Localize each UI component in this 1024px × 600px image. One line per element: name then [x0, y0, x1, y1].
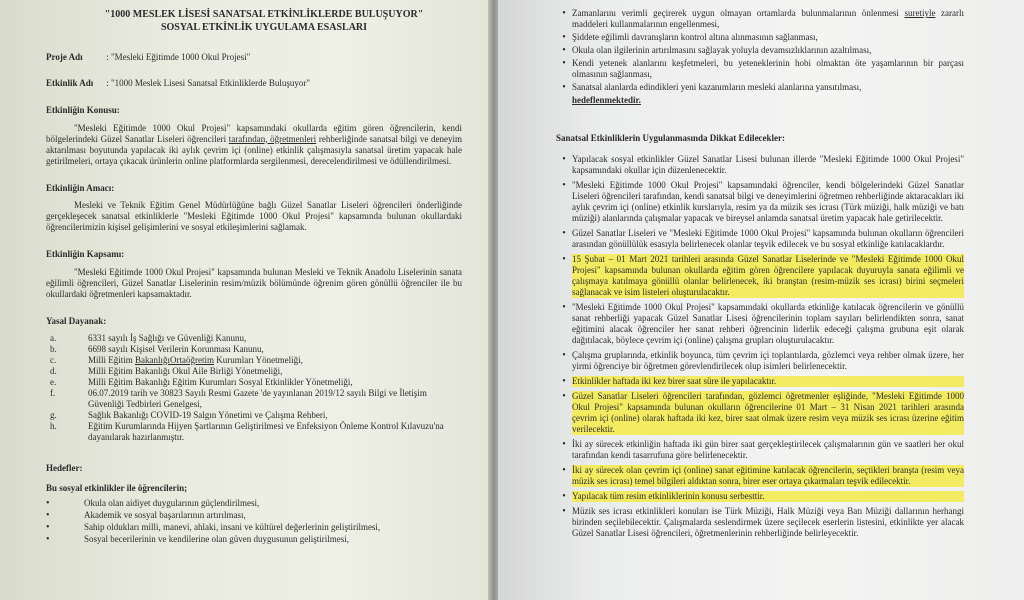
point-text: Çalışma gruplarında, etkinlik boyunca, tüm çevrim içi toplantılarda, gözlemci veya rehber olmak üzere, her yirmi öğrenciye bir öğretmen görevlendirilecek olup isimleri belirlenecektir. [572, 350, 964, 371]
legal-item-text: Sağlık Bakanlığı COVID-19 Salgın Yönetimi ve Çalışma Rehberi, [88, 410, 328, 420]
subject-paragraph [46, 123, 462, 167]
bullet-icon: • [562, 439, 566, 450]
legal-item-text-a: Milli Eğitim [88, 355, 136, 365]
point-item [556, 302, 964, 346]
goals-subheading: Bu sosyal etkinlikler ile öğrencilerin; [46, 482, 188, 493]
point-item [556, 154, 964, 176]
project-value: : "Mesleki Eğitimde 1000 Okul Projesi" [106, 52, 251, 62]
point-text: Yapılacak sosyal etkinlikler Güzel Sanatlar Lisesi bulunan illerde "Mesleki Eğitimde 1000 Okul Projesi" kapsamındaki okullar için düzenlenecektir. [572, 154, 964, 175]
legal-item-text: 6698 sayılı Kişisel Verilerin Korunması Kanunu, [88, 344, 264, 354]
bullet-icon: • [562, 302, 566, 313]
points-list [556, 154, 964, 539]
goal-text: Sosyal becerilerinin ve kendilerine olan güven duygusunun geliştirilmesi, [84, 534, 349, 544]
point-item [556, 506, 964, 539]
point-text: Etkinlikler haftada iki kez birer saat süre ile yapılacaktır. [572, 376, 964, 387]
goal-text-a: Zamanlarını verimli geçirerek uygun olmayan ortamlarda bulunmalarının önlenmesi [572, 8, 905, 18]
point-item [556, 465, 964, 487]
bullet-icon: • [562, 180, 566, 191]
legal-item-text: 06.07.2019 tarih ve 30823 Sayılı Resmi Gazete 'de yayınlanan 2019/12 sayılı Bilgi ve İletişim Güvenliği Tedbirleri Genelgesi, [88, 388, 427, 409]
bullet-icon: • [562, 154, 566, 165]
legal-item-text-underlined: BakanlığıOrtaöğretim [135, 355, 214, 365]
legal-item [50, 355, 462, 366]
legal-item-text: 6331 sayılı İş Sağlığı ve Güvenliği Kanunu, [88, 333, 247, 343]
point-text: 15 Şubat – 01 Mart 2021 tarihleri arasında Güzel Sanatlar Liselerinde ve "Mesleki Eğitimde 1000 Okul Projesi" kapsamında bulunan okullarda eğitim gören öğrencilere yapılacak duyuruyla sanata eğilimli ve çalışmaya katılmaya gönüllü olanlar belirlenecek, iki branştan (resim-müzik ses icrası) birini seçmeleri sağlanacak ve isim listeleri oluşturulacaktır. [572, 254, 964, 297]
point-text: Müzik ses icrası etkinlikleri konuları ise Türk Müziği, Halk Müziği veya Batı Müziği dallarının herhangi birinden seçilebilecektir. Çalışmalarda seslendirmek üzere seçilecek eserlerin listesini, etkinlikte yer alacak Güzel Sanatlar Lisesi öğrencileri, öğretmenlerinin rehberliğinde belirleyecektir. [572, 506, 964, 538]
title-line-2: SOSYAL ETKİNLİK UYGULAMA ESASLARI [160, 22, 368, 33]
point-item [556, 228, 964, 250]
bullet-icon: • [562, 8, 566, 19]
subject-text-b: rehberliğinde sanatsal bilgi ve deneyim aktarılması boyutunda yapılacak iki aylık çevrim içi (online) etkinlik çalışmasıyla sanatsal üretim yapacak hale getirilmeleri, ortaya çıkacak ürünlerin online platformlarda sergilenmesi, derecelendirilmesi ve ödüllendirilmesi. [46, 133, 462, 166]
legal-item-marker: f. [50, 388, 56, 398]
goal-item [46, 510, 462, 521]
activity-label: Etkinlik Adı [46, 77, 94, 88]
legal-item-marker: h. [50, 421, 57, 431]
point-item [556, 180, 964, 224]
document-title [46, 0, 462, 34]
legal-item-text: Eğitim Kurumlarında Hijyen Şartlarının Geliştirilmesi ve Enfeksiyon Önleme Kontrol Kılavuzu'na dayanılarak hazırlanmıştır. [88, 421, 444, 442]
legal-item-marker: b. [50, 344, 57, 354]
point-item [556, 491, 964, 502]
point-item [556, 439, 964, 461]
point-item [556, 350, 964, 372]
purpose-heading: Etkinliğin Amacı: [46, 182, 115, 193]
subject-text-a: "Mesleki Eğitimde 1000 Okul Projesi" kapsamındaki okullarda eğitim gören öğrencilerin, kendi bölgelerindeki Güzel Sanatlar Liseleri öğrencileri [46, 122, 462, 144]
goals-list [46, 498, 462, 545]
bullet-icon: • [46, 498, 50, 509]
bullet-icon: • [562, 491, 566, 502]
bullet-icon: • [46, 510, 50, 521]
legal-item [50, 333, 462, 344]
bullet-icon: • [46, 534, 50, 545]
scope-paragraph: "Mesleki Eğitimde 1000 Okul Projesi" kapsamında bulunan Mesleki ve Teknik Anadolu Liselerinin sanata eğilimli öğrencileri, Güzel Sanatlar Liselerinin resim/müzik bölümünde öğrenim gören gönüllü öğrenciler ile bu okullardaki öğretmenleri kapsamaktadır. [46, 266, 462, 299]
legal-item [50, 410, 462, 421]
goal-item [556, 82, 964, 93]
legal-item-marker: c. [50, 355, 57, 365]
goals-continued-list [556, 0, 964, 93]
goal-text: Sanatsal alanlarda edindikleri yeni kazanımların mesleki alanlarına yansıtılması, [572, 82, 862, 92]
goal-text: Akademik ve sosyal başarılarının artırılması, [84, 510, 246, 520]
goal-text: Okula olan ilgilerinin artırılmasını sağlayak yoluyla devamsızlıklarının azaltılması, [572, 45, 872, 55]
legal-item-marker: e. [50, 377, 57, 387]
activity-value: : "1000 Meslek Lisesi Sanatsal Etkinliklerde Buluşuyor" [106, 77, 311, 88]
scope-heading: Etkinliğin Kapsamı: [46, 249, 125, 259]
goal-text-b: zararlı maddeleri kullanmalarının engellenmesi, [572, 8, 964, 29]
legal-item-text: Milli Eğitim Bakanlığı Okul Aile Birliği Yönetmeliği, [88, 366, 283, 376]
legal-item-text: Milli Eğitim Bakanlığı Eğitim Kurumları Sosyal Etkinlikler Yönetmeliği, [88, 377, 353, 387]
legal-heading: Yasal Dayanak: [46, 315, 107, 326]
project-row [46, 52, 462, 64]
bullet-icon: • [562, 58, 566, 69]
legal-item [50, 366, 462, 377]
goal-item [46, 534, 462, 545]
bullet-icon: • [562, 45, 566, 56]
goal-item [46, 522, 462, 533]
subject-text-underlined: tarafından, öğretmenleri [228, 133, 317, 144]
purpose-paragraph: Mesleki ve Teknik Eğitim Genel Müdürlüğüne bağlı Güzel Sanatlar Liseleri öğrencileri önderliğinde gerçekleşecek sanatsal etkinliklerle "Mesleki Eğitimde 1000 Okul Projesi" kapsamında bulunan okullardaki öğrencilerimizin kişisel gelişimlerini ve sosyal etkileşimlerini sağlamak. [46, 200, 462, 232]
right-document-page [498, 0, 1024, 600]
legal-item [50, 421, 462, 443]
point-text: Yapılacak tüm resim etkinliklerinin konusu serbesttir. [572, 491, 964, 502]
goal-text-underlined: suretiyle [904, 8, 936, 18]
legal-item-marker: d. [50, 366, 57, 376]
point-text: "Mesleki Eğitimde 1000 Okul Projesi" kapsamındaki okullarda etkinliğe katılacak öğrencilerin ve gönüllü sanat rehberliği yapacak Güzel Sanatlar Lisesi öğrencilerinin toplam sayıları belirlendikten sonra, sanat eğitimini alacak öğrenciler her sanat rehberi öğrencinin liderlik edeceği çalışma grubuna eşit olarak dağıtılacak, böylece çevrim içi (online) çalışma grupları oluşturulacaktır. [572, 302, 964, 345]
closing-word: hedeflenmektedir. [572, 95, 641, 105]
bullet-icon: • [562, 506, 566, 517]
points-heading: Sanatsal Etkinliklerin Uygulanmasında Dikkat Edilecekler: [556, 132, 786, 143]
legal-item-marker: a. [50, 333, 57, 343]
point-text: Güzel Sanatlar Liseleri ve "Mesleki Eğitimde 1000 Okul Projesi" kapsamında bulunan okulların öğrencileri arasından gönüllülük esasıyla belirlenecek olanlar teşvik edilecek ve bu sosyal etkinliğe katılacaklardır. [572, 228, 964, 249]
bullet-icon: • [562, 376, 566, 387]
subject-heading: Etkinliğin Konusu: [46, 105, 120, 115]
point-text: İki ay sürecek etkinliğin haftada iki gün birer saat gerçekleştirilecek çalışmalarının gün ve saatleri her okul tarafından kendi tasarrufuna göre belirlenecektir. [572, 439, 964, 460]
goal-item [556, 32, 964, 43]
goal-item [46, 498, 462, 509]
legal-item [50, 344, 462, 355]
bullet-icon: • [562, 465, 566, 476]
bullet-icon: • [562, 254, 566, 265]
goal-text: Sahip oldukları milli, manevi, ahlaki, insani ve kültürel değerlerinin geliştirilmesi, [84, 522, 381, 532]
point-text: "Mesleki Eğitimde 1000 Okul Projesi" kapsamındaki öğrenciler, kendi bölgelerindeki Güzel Sanatlar Liseleri öğrencileri tarafından, kendi sanatsal bilgi ve deneyimlerini öğretmen rehberliğinde aktaracakları iki aylık çevrim içi (online) etkinlik kurslarıyla, resim ya da müzik ses icrası (Türk müziği, halk müziği ve batı müziği) alanlarında çalışmalar yapacak ve bireysel anlamda sanatsal üretim yapacak hale getirilecektir. [572, 180, 964, 223]
point-item [556, 376, 964, 387]
legal-item-text-b: Kurumları Yönetmeliği, [214, 355, 303, 365]
point-text: Güzel Sanatlar Liseleri öğrencileri tarafından, gözlemci öğretmenler eşliğinde, "Mesleki Eğitimde 1000 Okul Projesi" kapsamında bulunan okulların öğrencilerine 01 Mart – 31 Nisan 2021 tarihleri arasında çevrim içi (online) olarak haftada iki kez, birer saat olmak üzere resim veya müzik ses icrası üzerine eğitim verilecektir. [572, 391, 964, 434]
left-document-page [0, 0, 490, 600]
point-item [556, 391, 964, 435]
bullet-icon: • [562, 350, 566, 361]
point-text: İki ay sürecek olan çevrim içi (online) sanat eğitimine katılacak öğrencilerin, seçtikleri branşta (resim veya müzik ses icrası) temel bilgileri aldıktan sonra, birer eser ortaya çıkarmaları teşvik edilecektir. [572, 465, 964, 486]
legal-list [50, 333, 462, 443]
title-line-1: "1000 MESLEK LİSESİ SANATSAL ETKİNLİKLERDE BULUŞUYOR" [104, 9, 424, 20]
legal-item-marker: g. [50, 410, 57, 420]
goal-item [556, 8, 964, 30]
point-item [556, 254, 964, 298]
goal-text: Şiddete eğilimli davranışların kontrol altına alınmasının sağlanması, [572, 32, 818, 42]
goals-heading: Hedefler: [46, 463, 83, 473]
bullet-icon: • [562, 32, 566, 43]
activity-row [46, 78, 462, 90]
legal-item [50, 377, 462, 388]
bullet-icon: • [46, 522, 50, 533]
bullet-icon: • [562, 228, 566, 239]
goal-item [556, 58, 964, 80]
bullet-icon: • [562, 82, 566, 93]
goal-text: Kendi yetenek alanlarını keşfetmeleri, bu yeteneklerinin hobi olmaktan öte yaşamlarının bir parçası olmasının sağlanması, [572, 58, 964, 79]
project-label: Proje Adı [46, 52, 83, 62]
legal-item [50, 388, 462, 410]
bullet-icon: • [562, 391, 566, 402]
goal-item [556, 45, 964, 56]
goal-text: Okula olan aidiyet duygularının güçlendirilmesi, [84, 498, 260, 508]
